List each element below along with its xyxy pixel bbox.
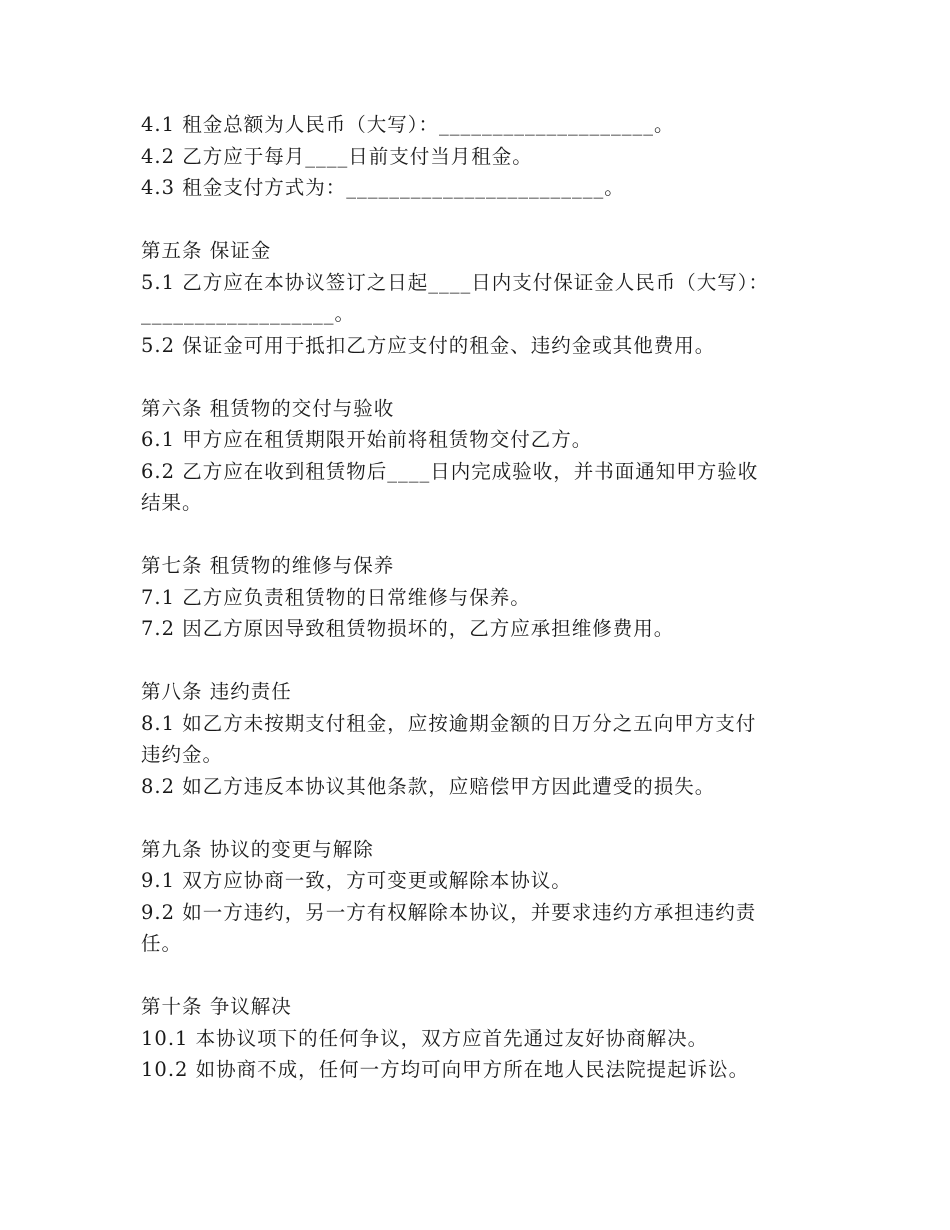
- clause-10-2: 10.2 如协商不成，任何一方均可向甲方所在地人民法院提起诉讼。: [141, 1058, 750, 1081]
- clause-7-2: 7.2 因乙方原因导致租赁物损坏的，乙方应承担维修费用。: [141, 617, 675, 640]
- spacer: [141, 204, 841, 236]
- section-5-title: 第五条 保证金: [141, 239, 272, 262]
- spacer: [141, 519, 841, 551]
- clause-8-2: 8.2 如乙方违反本协议其他条款，应赔偿甲方因此遭受的损失。: [141, 774, 716, 798]
- clause-9-2-line1: 9.2 如一方违约，另一方有权解除本协议，并要求违约方承担违约责: [141, 900, 757, 924]
- section-10-title: 第十条 争议解决: [141, 995, 292, 1018]
- spacer: [141, 802, 841, 834]
- section-7-title: 第七条 租赁物的维修与保养: [141, 554, 395, 577]
- clause-10-1: 10.1 本协议项下的任何争议，双方应首先通过友好协商解决。: [141, 1026, 709, 1050]
- spacer: [141, 645, 841, 677]
- clause-4-2: 4.2 乙方应于每月____日前支付当月租金。: [141, 144, 533, 168]
- spacer: [141, 361, 841, 393]
- section-9-title: 第九条 协议的变更与解除: [141, 837, 374, 861]
- clause-8-1-line2: 违约金。: [141, 743, 224, 766]
- clause-4-3: 4.3 租金支付方式为：________________________。: [141, 176, 625, 199]
- clause-9-2-line2: 任。: [141, 932, 183, 955]
- spacer: [141, 960, 841, 992]
- clause-5-2: 5.2 保证金可用于抵扣乙方应支付的租金、违约金或其他费用。: [141, 333, 716, 357]
- clause-7-1: 7.1 乙方应负责租赁物的日常维修与保养。: [141, 585, 531, 609]
- clause-6-2-line2: 结果。: [141, 491, 203, 514]
- clause-6-1: 6.1 甲方应在租赁期限开始前将租赁物交付乙方。: [141, 428, 593, 451]
- document-body: [141, 109, 841, 1086]
- clause-5-1-line1: 5.1 乙方应在本协议签订之日起____日内支付保证金人民币（大写）：: [141, 270, 769, 294]
- clause-8-1-line1: 8.1 如乙方未按期支付租金，应按逾期金额的日万分之五向甲方支付: [141, 711, 757, 735]
- clause-5-1-line2: __________________。: [141, 302, 356, 325]
- section-8-title: 第八条 违约责任: [141, 680, 292, 703]
- clause-4-1: 4.1 租金总额为人民币（大写）：____________________。: [141, 113, 675, 136]
- clause-9-1: 9.1 双方应协商一致，方可变更或解除本协议。: [141, 869, 572, 892]
- clause-6-2-line1: 6.2 乙方应在收到租赁物后____日内完成验收，并书面通知甲方验收: [141, 459, 759, 483]
- section-6-title: 第六条 租赁物的交付与验收: [141, 396, 395, 420]
